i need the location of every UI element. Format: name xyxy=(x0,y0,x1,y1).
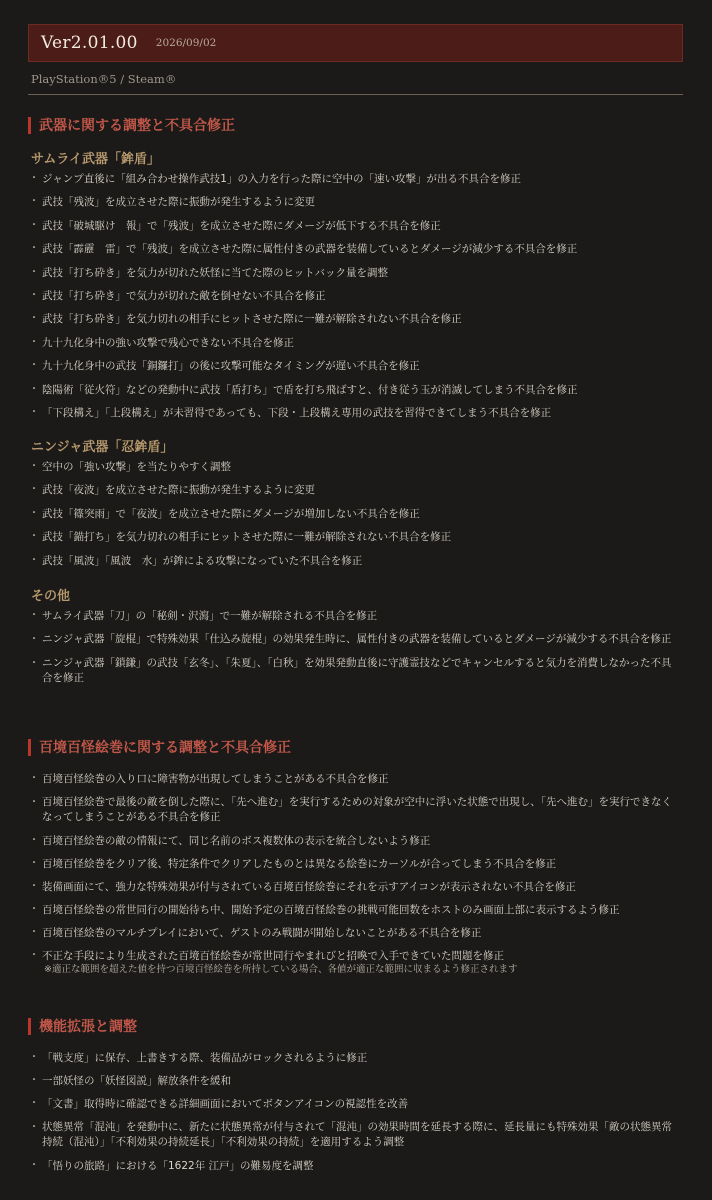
list-item: ・ 「文書」取得時に確認できる詳細画面においてボタンアイコンの視認性を改善 xyxy=(31,1097,679,1111)
scroll-list xyxy=(31,772,679,977)
list-item: ・ 百境百怪絵巻の入り口に障害物が出現してしまうことがある不具合を修正 xyxy=(31,772,679,786)
subsection-samurai-title: サムライ武器「鉾盾」 xyxy=(31,152,160,167)
subsection-ninja-title: ニンジャ武器「忍鉾盾」 xyxy=(31,440,174,455)
list-item: ・ 武技「残波」を成立させた際に振動が発生するように変更 xyxy=(31,195,686,209)
section-accent-bar xyxy=(28,739,31,756)
list-item-text: 不正な手段により生成された百境百怪絵巻が常世同行やまれびと招喚で入手できていた問題を修正 xyxy=(42,950,504,962)
list-item: ・ ニンジャ武器「旋棍」で特殊効果「仕込み旋棍」の効果発生時に、属性付きの武器を装備しているとダメージが減少する不具合を修正 xyxy=(31,632,679,647)
list-item: ・ 装備画面にて、強力な特殊効果が付与されている百境百怪絵巻にそれを示すアイコンが表示されない不具合を修正 xyxy=(31,880,679,894)
list-item: ・ 武技「打ち砕き」で気力が切れた敵を倒せない不具合を修正 xyxy=(31,289,686,303)
list-item: ・ 「下段構え」「上段構え」が未習得であっても、下段・上段構え専用の武技を習得できてしまう不具合を修正 xyxy=(31,406,686,420)
list-item: ・ 武技「錨打ち」を気力切れの相手にヒットさせた際に一難が解除されない不具合を修正 xyxy=(31,530,686,544)
platform-label: PlayStation®5 / Steam® xyxy=(31,72,177,86)
other-list xyxy=(31,609,679,686)
list-item: ・ 武技「篠突雨」で「夜波」を成立させた際にダメージが増加しない不具合を修正 xyxy=(31,507,686,521)
release-date: 2026/09/02 xyxy=(155,37,217,49)
section-features-title xyxy=(28,1016,137,1036)
section-title-text: 機能拡張と調整 xyxy=(39,1019,137,1035)
list-item: ・ 武技「夜波」を成立させた際に振動が発生するように変更 xyxy=(31,483,686,497)
subsection-other-title: その他 xyxy=(31,589,71,604)
list-item: ・ 百境百怪絵巻をクリア後、特定条件でクリアしたものとは異なる絵巻にカーソルが合ってしまう不具合を修正 xyxy=(31,857,679,871)
list-item: ・ ニンジャ武器「鎖鎌」の武技「玄冬」、「朱夏」、「白秋」を効果発動直後に守護霊技などでキャンセルすると気力を消費しなかった不具合を修正 xyxy=(31,656,679,686)
section-accent-bar xyxy=(28,1018,31,1035)
list-item: ・ 武技「風波」「風波 水」が鉾による攻撃になっていた不具合を修正 xyxy=(31,554,686,568)
list-item: ・ 空中の「強い攻撃」を当たりやすく調整 xyxy=(31,460,686,474)
list-item: ・ 百境百怪絵巻のマルチプレイにおいて、ゲストのみ戦闘が開始しないことがある不具合を修正 xyxy=(31,926,679,940)
section-scroll-title xyxy=(28,737,291,757)
list-item: ・ 「戦支度」に保存、上書きする際、装備品がロックされるように修正 xyxy=(31,1051,679,1065)
section-title-text: 百境百怪絵巻に関する調整と不具合修正 xyxy=(39,740,291,756)
list-item: ・ 九十九化身中の強い攻撃で残心できない不具合を修正 xyxy=(31,336,686,350)
version-number: Ver2.01.00 xyxy=(41,33,138,53)
list-item: ・ 九十九化身中の武技「銅鑼打」の後に攻撃可能なタイミングが遅い不具合を修正 xyxy=(31,359,686,373)
list-item: ・ 武技「破城駆け 報」で「残波」を成立させた際にダメージが低下する不具合を修正 xyxy=(31,219,686,233)
list-item: ・ 武技「霹靂 雷」で「残波」を成立させた際に属性付きの武器を装備しているとダメージが減少する不具合を修正 xyxy=(31,242,686,256)
list-item: ・ 武技「打ち砕き」を気力が切れた妖怪に当てた際のヒットバック量を調整 xyxy=(31,266,686,280)
list-item: ・ 一部妖怪の「妖怪図説」解放条件を緩和 xyxy=(31,1074,679,1088)
ninja-list xyxy=(31,460,686,568)
list-item: ・ ジャンプ直後に「組み合わせ操作武技1」の入力を行った際に空中の「速い攻撃」が出る不具合を修正 xyxy=(31,172,686,186)
samurai-list xyxy=(31,172,686,420)
list-item: ・ 陰陽術「従火符」などの発動中に武技「盾打ち」で盾を打ち飛ばすと、付き従う玉が消滅してしまう不具合を修正 xyxy=(31,383,686,397)
section-weapons-title xyxy=(28,115,235,135)
list-item xyxy=(31,949,679,977)
list-item: ・ 百境百怪絵巻の常世同行の開始待ち中、開始予定の百境百怪絵巻の挑戦可能回数をホストのみ画面上部に表示するよう修正 xyxy=(31,903,679,917)
version-header xyxy=(28,24,683,62)
section-title-text: 武器に関する調整と不具合修正 xyxy=(39,118,235,134)
list-item-note: ※適正な範囲を超えた値を持つ百境百怪絵巻を所持している場合、各値が適正な範囲に収まるよう修正されます xyxy=(44,964,518,975)
list-item: ・ 武技「打ち砕き」を気力切れの相手にヒットさせた際に一難が解除されない不具合を修正 xyxy=(31,312,686,326)
list-item: ・ 百境百怪絵巻で最後の敵を倒した際に、「先へ進む」を実行するための対象が空中に浮いた状態で出現し、「先へ進む」を実行できなくなってしまうことがある不具合を修正 xyxy=(31,795,679,825)
features-list xyxy=(31,1051,679,1173)
section-accent-bar xyxy=(28,117,31,134)
list-item: ・ 「悟りの旅路」における「1622年 江戸」の難易度を調整 xyxy=(31,1159,679,1173)
list-item: ・ サムライ武器「刀」の「秘剣・沢瀉」で一難が解除される不具合を修正 xyxy=(31,609,679,623)
header-divider xyxy=(28,94,683,95)
list-item: ・ 状態異常「混沌」を発動中に、新たに状態異常が付与されて「混沌」の効果時間を延長する際に、延長量にも特殊効果「敵の状態異常持続（混沌）」「不利効果の持続延長」「不利効果の持続」を適用するよう調整 xyxy=(31,1120,679,1150)
list-item: ・ 百境百怪絵巻の敵の情報にて、同じ名前のボス複数体の表示を統合しないよう修正 xyxy=(31,834,679,848)
